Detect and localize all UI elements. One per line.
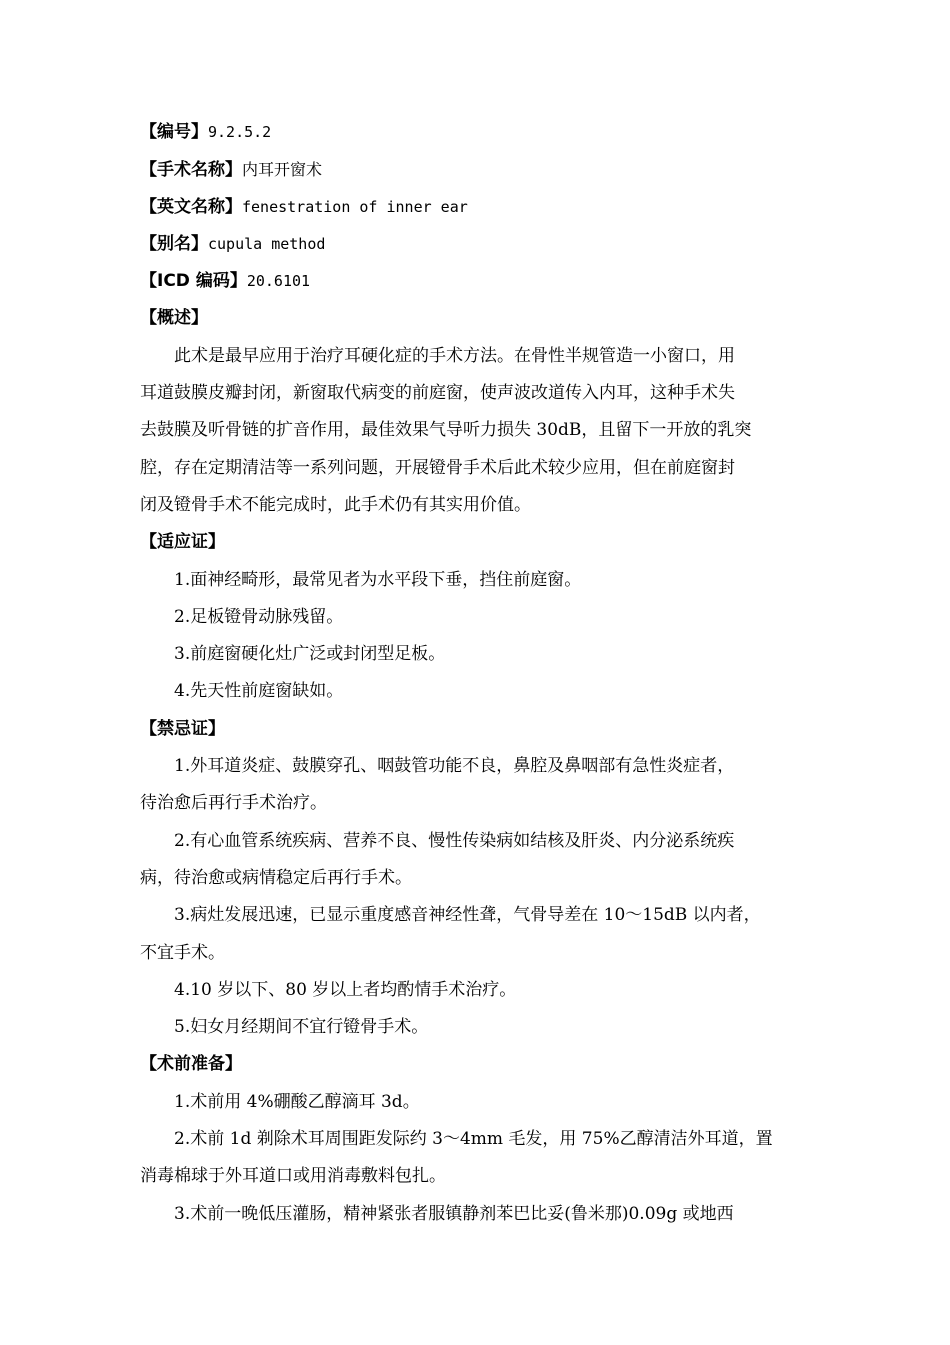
overview-line: 此术是最早应用于治疗耳硬化症的手术方法。在骨性半规管造一小窗口，用 xyxy=(174,345,735,366)
section-heading-overview xyxy=(140,300,816,337)
field-code-label: 【编号】 xyxy=(140,122,208,142)
contraindication-item xyxy=(140,972,816,1009)
overview-line: 闭及镫骨手术不能完成时，此手术仍有其实用价值。 xyxy=(140,494,531,515)
indication-line: 1.面神经畸形，最常见者为水平段下垂，挡住前庭窗。 xyxy=(174,569,582,590)
field-surgery-name xyxy=(140,151,816,188)
contraindication-line: 待治愈后再行手术治疗。 xyxy=(140,793,327,814)
field-alias-label: 【别名】 xyxy=(140,233,208,254)
preparation-line: 消毒棉球于外耳道口或用消毒敷料包扎。 xyxy=(140,1166,446,1187)
preparation-item xyxy=(140,1084,816,1121)
overview-line: 耳道鼓膜皮瓣封闭，新窗取代病变的前庭窗，使声波改道传入内耳，这种手术失 xyxy=(140,383,735,404)
overview-line: 去鼓膜及听骨链的扩音作用，最佳效果气导听力损失 30dB，且留下一开放的乳突 xyxy=(140,420,752,441)
indication-item xyxy=(140,599,816,636)
contraindication-line: 2.有心血管系统疾病、营养不良、慢性传染病如结核及肝炎、内分泌系统疾 xyxy=(174,830,735,851)
preparation-line: 1.术前用 4%硼酸乙醇滴耳 3d。 xyxy=(174,1091,420,1112)
contraindication-line: 3.病灶发展迅速，已显示重度感音神经性聋，气骨导差在 10～15dB 以内者， xyxy=(174,905,761,926)
section-heading-indications xyxy=(140,524,816,561)
contraindication-item xyxy=(140,748,816,823)
field-icd-label: 【ICD 编码】 xyxy=(140,271,247,292)
preparation-item xyxy=(140,1121,816,1196)
preparation-heading-text: 【术前准备】 xyxy=(140,1054,242,1075)
field-alias-value: cupula method xyxy=(208,234,326,253)
indication-item xyxy=(140,673,816,710)
indication-item xyxy=(140,562,816,599)
contraindication-item xyxy=(140,1009,816,1046)
overview-paragraph xyxy=(140,338,816,524)
overview-heading-text: 【概述】 xyxy=(140,308,208,329)
contraindication-item xyxy=(140,897,816,972)
document-page xyxy=(140,114,816,1233)
contraindications-heading-text: 【禁忌证】 xyxy=(140,718,225,739)
contraindication-line: 5.妇女月经期间不宜行镫骨手术。 xyxy=(174,1017,429,1038)
section-heading-contraindications xyxy=(140,711,816,748)
preparation-line: 2.术前 1d 剃除术耳周围距发际约 3～4mm 毛发，用 75%乙醇清洁外耳道，置 xyxy=(174,1129,773,1150)
field-icd xyxy=(140,263,816,300)
field-code-value: 9.2.5.2 xyxy=(208,123,272,141)
field-code xyxy=(140,114,816,151)
contraindication-line: 不宜手术。 xyxy=(140,942,225,963)
preparation-line: 3.术前一晚低压灌肠，精神紧张者服镇静剂苯巴比妥(鲁米那)0.09g 或地西 xyxy=(174,1203,734,1224)
indication-line: 3.前庭窗硬化灶广泛或封闭型足板。 xyxy=(174,644,446,665)
field-english-name xyxy=(140,189,816,226)
field-icd-value: 20.6101 xyxy=(246,272,311,291)
indications-heading-text: 【适应证】 xyxy=(140,532,225,553)
contraindication-line: 1.外耳道炎症、鼓膜穿孔、咽鼓管功能不良，鼻腔及鼻咽部有急性炎症者， xyxy=(174,756,735,777)
contraindication-line: 4.10 岁以下、80 岁以上者均酌情手术治疗。 xyxy=(174,979,517,1000)
contraindication-line: 病，待治愈或病情稳定后再行手术。 xyxy=(140,867,412,888)
section-heading-preparation xyxy=(140,1046,816,1083)
indication-line: 2.足板镫骨动脉残留。 xyxy=(174,606,344,627)
field-surgery-name-value: 内耳开窗术 xyxy=(242,160,323,180)
field-surgery-name-label: 【手术名称】 xyxy=(140,160,242,181)
preparation-item xyxy=(140,1196,816,1233)
field-english-name-value: fenestration of inner ear xyxy=(242,197,468,216)
overview-line: 腔，存在定期清洁等一系列问题，开展镫骨手术后此术较少应用，但在前庭窗封 xyxy=(140,457,735,478)
contraindication-item xyxy=(140,823,816,898)
indication-item xyxy=(140,636,816,673)
field-english-name-label: 【英文名称】 xyxy=(140,196,242,217)
indication-line: 4.先天性前庭窗缺如。 xyxy=(174,681,344,702)
field-alias xyxy=(140,226,816,263)
